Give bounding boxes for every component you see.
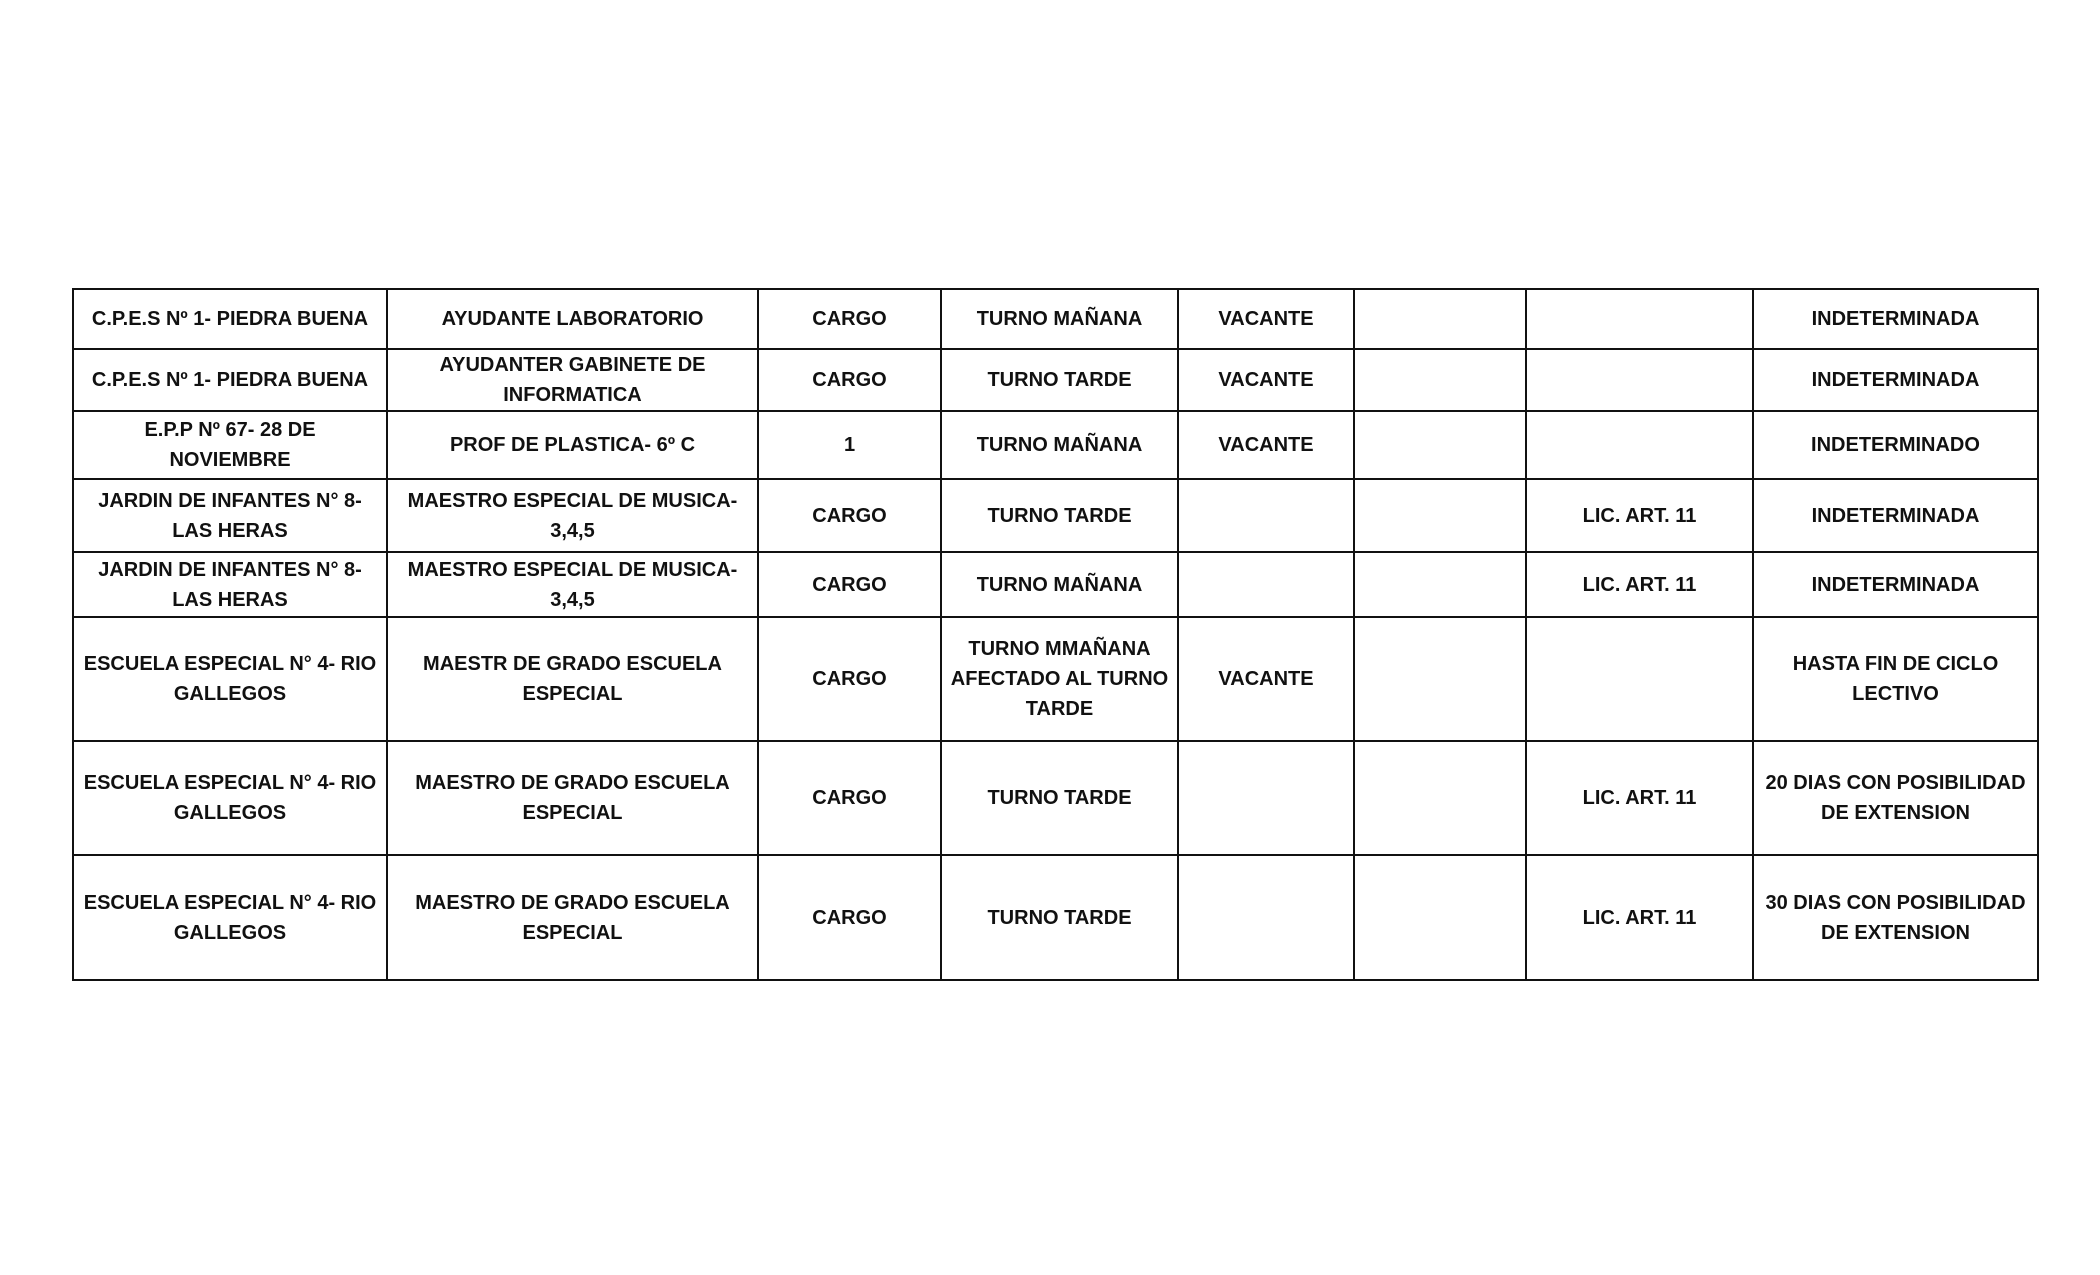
duration-cell: 30 DIAS CON POSIBILIDAD DE EXTENSION	[1753, 855, 2038, 980]
vacancy-table	[72, 288, 2039, 981]
leave-cell: LIC. ART. 11	[1526, 479, 1753, 552]
status-cell	[1178, 552, 1354, 617]
status-cell	[1178, 479, 1354, 552]
type-cell: CARGO	[758, 289, 941, 349]
empty-cell	[1354, 741, 1526, 855]
shift-cell: TURNO TARDE	[941, 349, 1178, 411]
position-cell: MAESTRO DE GRADO ESCUELA ESPECIAL	[387, 855, 758, 980]
leave-cell	[1526, 411, 1753, 479]
shift-cell: TURNO MAÑANA	[941, 289, 1178, 349]
school-cell: C.P.E.S Nº 1- PIEDRA BUENA	[73, 289, 387, 349]
leave-cell	[1526, 289, 1753, 349]
shift-cell: TURNO MAÑANA	[941, 411, 1178, 479]
school-cell: JARDIN DE INFANTES N° 8- LAS HERAS	[73, 552, 387, 617]
leave-cell: LIC. ART. 11	[1526, 552, 1753, 617]
empty-cell	[1354, 617, 1526, 741]
table-row	[73, 617, 2038, 741]
empty-cell	[1354, 479, 1526, 552]
shift-cell: TURNO TARDE	[941, 479, 1178, 552]
position-cell: MAESTRO DE GRADO ESCUELA ESPECIAL	[387, 741, 758, 855]
leave-cell: LIC. ART. 11	[1526, 855, 1753, 980]
position-cell: AYUDANTE LABORATORIO	[387, 289, 758, 349]
shift-cell: TURNO TARDE	[941, 855, 1178, 980]
school-cell: ESCUELA ESPECIAL N° 4- RIO GALLEGOS	[73, 617, 387, 741]
position-cell: MAESTRO ESPECIAL DE MUSICA- 3,4,5	[387, 552, 758, 617]
school-cell: C.P.E.S Nº 1- PIEDRA BUENA	[73, 349, 387, 411]
table-row	[73, 411, 2038, 479]
type-cell: CARGO	[758, 552, 941, 617]
school-cell: ESCUELA ESPECIAL N° 4- RIO GALLEGOS	[73, 741, 387, 855]
school-cell: JARDIN DE INFANTES N° 8- LAS HERAS	[73, 479, 387, 552]
shift-cell: TURNO TARDE	[941, 741, 1178, 855]
status-cell	[1178, 855, 1354, 980]
status-cell: VACANTE	[1178, 349, 1354, 411]
leave-cell: LIC. ART. 11	[1526, 741, 1753, 855]
duration-cell: HASTA FIN DE CICLO LECTIVO	[1753, 617, 2038, 741]
leave-cell	[1526, 617, 1753, 741]
shift-cell: TURNO MMAÑANA AFECTADO AL TURNO TARDE	[941, 617, 1178, 741]
type-cell: CARGO	[758, 349, 941, 411]
duration-cell: INDETERMINADA	[1753, 552, 2038, 617]
table-row	[73, 552, 2038, 617]
shift-cell: TURNO MAÑANA	[941, 552, 1178, 617]
position-cell: AYUDANTER GABINETE DE INFORMATICA	[387, 349, 758, 411]
table-row	[73, 855, 2038, 980]
leave-cell	[1526, 349, 1753, 411]
school-cell: ESCUELA ESPECIAL N° 4- RIO GALLEGOS	[73, 855, 387, 980]
position-cell: PROF DE PLASTICA- 6º C	[387, 411, 758, 479]
empty-cell	[1354, 552, 1526, 617]
empty-cell	[1354, 855, 1526, 980]
table-row	[73, 741, 2038, 855]
empty-cell	[1354, 289, 1526, 349]
duration-cell: INDETERMINADO	[1753, 411, 2038, 479]
position-cell: MAESTR DE GRADO ESCUELA ESPECIAL	[387, 617, 758, 741]
status-cell: VACANTE	[1178, 411, 1354, 479]
table-row	[73, 289, 2038, 349]
duration-cell: INDETERMINADA	[1753, 349, 2038, 411]
type-cell: CARGO	[758, 855, 941, 980]
status-cell	[1178, 741, 1354, 855]
type-cell: CARGO	[758, 479, 941, 552]
status-cell: VACANTE	[1178, 617, 1354, 741]
type-cell: CARGO	[758, 617, 941, 741]
table-row	[73, 349, 2038, 411]
empty-cell	[1354, 411, 1526, 479]
duration-cell: INDETERMINADA	[1753, 289, 2038, 349]
duration-cell: 20 DIAS CON POSIBILIDAD DE EXTENSION	[1753, 741, 2038, 855]
position-cell: MAESTRO ESPECIAL DE MUSICA- 3,4,5	[387, 479, 758, 552]
type-cell: CARGO	[758, 741, 941, 855]
empty-cell	[1354, 349, 1526, 411]
type-cell: 1	[758, 411, 941, 479]
duration-cell: INDETERMINADA	[1753, 479, 2038, 552]
status-cell: VACANTE	[1178, 289, 1354, 349]
table-row	[73, 479, 2038, 552]
school-cell: E.P.P Nº 67- 28 DE NOVIEMBRE	[73, 411, 387, 479]
